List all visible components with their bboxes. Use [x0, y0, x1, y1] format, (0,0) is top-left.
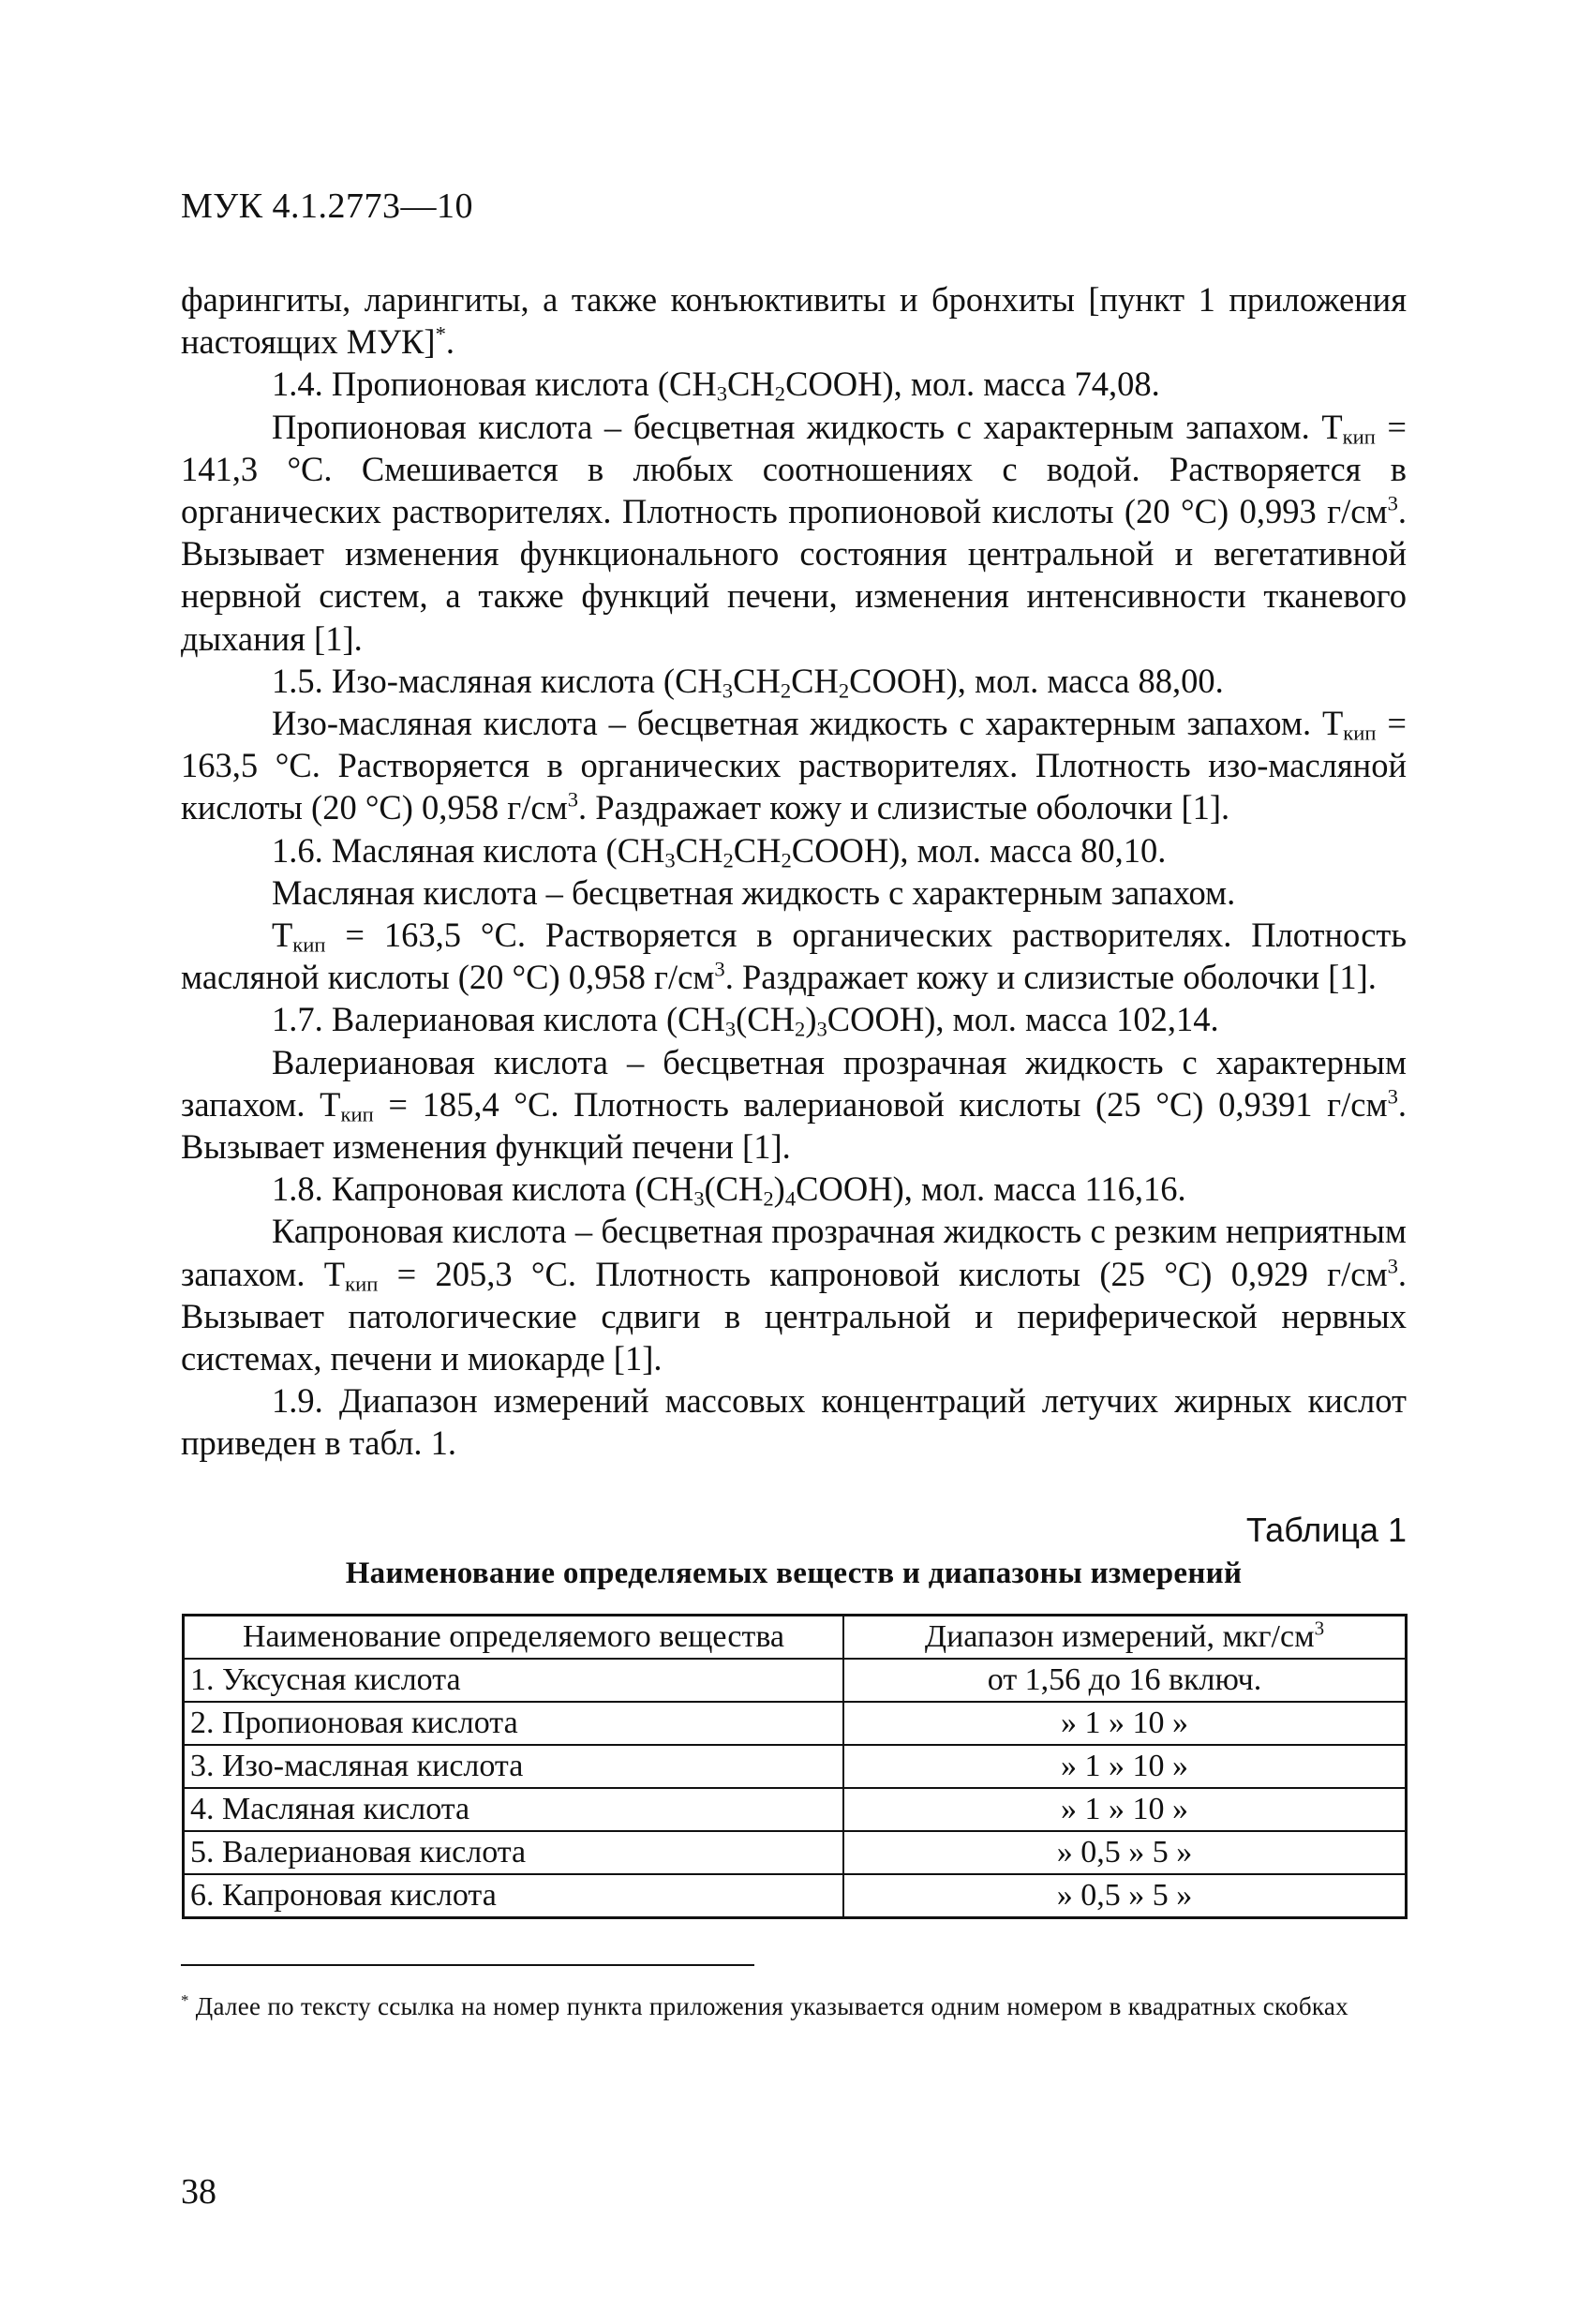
table-row: [184, 1788, 1407, 1831]
table-title: Наименование определяемых веществ и диапазоны измерений: [345, 1557, 1243, 1590]
section-1-7-heading: 1.7. Валериановая кислота $(CH_3(CH_2)_3COOH)$, мол. масса 102,14.: [272, 1000, 1219, 1042]
butyric-acid-description-line1: Масляная кислота – бесцветная жидкость с характерным запахом.: [272, 872, 1236, 912]
table-row: [184, 1831, 1407, 1874]
section-1-6-heading: 1.6. Масляная кислота $(CH_3CH_2CH_2COOH)$, мол. масса 80,10.: [272, 830, 1167, 872]
measurement-range: » 1 » 10 »: [843, 1745, 1407, 1788]
paragraph-continuation: фарингиты, ларингиты, а также конъюктивиты и бронхиты [пункт 1 приложения настоящих МУК]*.: [181, 280, 1407, 362]
substance-name: 3. Изо-масляная кислота: [184, 1745, 844, 1788]
substance-name: 1. Уксусная кислота: [184, 1659, 844, 1702]
substances-table: [182, 1614, 1408, 1919]
measurement-range: » 1 » 10 »: [843, 1788, 1407, 1831]
body-text: [181, 278, 1407, 1465]
section-1-4-heading: 1.4. Пропионовая кислота $(CH_3CH_2COOH)$, мол. масса 74,08.: [272, 365, 1160, 407]
propionic-acid-description: Пропионовая кислота – бесцветная жидкость с характерным запахом. $T_{кип} = 141,3$ °C. Смешивается в любых соотношениях с водой. Растворяется в органических растворителях. Плотность пропионовой кислоты (20 °C) 0,993 $г/см^3$. Вызывает изменения функционального состояния центральной и вегетативной нервной систем, а также функций печени, изменения интенсивности тканевого дыхания [1].: [181, 407, 1408, 658]
butyric-acid-description: $T_{кип} = 163,5$ °C. Растворяется в органических растворителях. Плотность масляной кислоты (20 °C) 0,958 $г/см^3$. Раздражает кожу и слизистые оболочки [1].: [181, 916, 1407, 997]
substance-name: 2. Пропионовая кислота: [184, 1702, 844, 1745]
measurement-range: » 0,5 » 5 »: [843, 1831, 1407, 1874]
page-number: 38: [181, 2172, 216, 2212]
table-row: [184, 1659, 1407, 1702]
table-row: [184, 1745, 1407, 1788]
footnote-divider: [181, 1964, 754, 1966]
document-code-header: МУК 4.1.2773—10: [181, 186, 474, 226]
section-1-5-heading: 1.5. Изо-масляная кислота $(CH_3CH_2CH_2COOH)$, мол. масса 88,00.: [272, 661, 1224, 703]
section-1-8-heading: 1.8. Капроновая кислота $(CH_3(CH_2)_4COOH)$, мол. масса 116,16.: [272, 1169, 1186, 1211]
caproic-acid-description: Капроновая кислота – бесцветная прозрачная жидкость с резким неприятным запахом. $T_{кип} = 205,3$ °C. Плотность капроновой кислоты (25 °C) 0,929 $г/см^3$. Вызывает патологические сдвиги в центральной и периферической нервных системах, печени и миокарде [1].: [181, 1212, 1407, 1378]
valeric-acid-description: Валериановая кислота – бесцветная прозрачная жидкость с характерным запахом. $T_{кип} = 185,4$ °C. Плотность валериановой кислоты (25 °C) 0,9391 $г/см^3$. Вызывает изменения функций печени [1].: [181, 1042, 1407, 1167]
footnote: [181, 1989, 1407, 2024]
measurement-range: » 1 » 10 »: [843, 1702, 1407, 1745]
table-caption: Таблица 1: [1245, 1511, 1407, 1549]
footnote-mark: *: [181, 1990, 189, 2009]
substance-name: 4. Масляная кислота: [184, 1788, 844, 1831]
table-header-row: [184, 1616, 1407, 1660]
section-1-9-text: 1.9. Диапазон измерений массовых концентраций летучих жирных кислот приведен в табл. 1.: [181, 1381, 1407, 1463]
footnote-text: Далее по тексту ссылка на номер пункта приложения указывается одним номером в квадратных скобках: [188, 1992, 1348, 2020]
measurement-range: от 1,56 до 16 включ.: [843, 1659, 1407, 1702]
column-header-substance: Наименование определяемого вещества: [184, 1616, 844, 1660]
table-row: [184, 1874, 1407, 1918]
table-row: [184, 1702, 1407, 1745]
measurement-range: » 0,5 » 5 »: [843, 1874, 1407, 1918]
isobutyric-acid-description: Изо-масляная кислота – бесцветная жидкость с характерным запахом. $T_{кип} = 163,5$ °C. Растворяется в органических растворителях. Плотность изо-масляной кислоты (20 °C) 0,958 $г/см^3$. Раздражает кожу и слизистые оболочки [1].: [181, 704, 1407, 827]
substance-name: 6. Капроновая кислота: [184, 1874, 844, 1918]
substance-name: 5. Валериановая кислота: [184, 1831, 844, 1874]
column-header-range: Диапазон измерений, мкг/$см^3$: [843, 1616, 1407, 1660]
